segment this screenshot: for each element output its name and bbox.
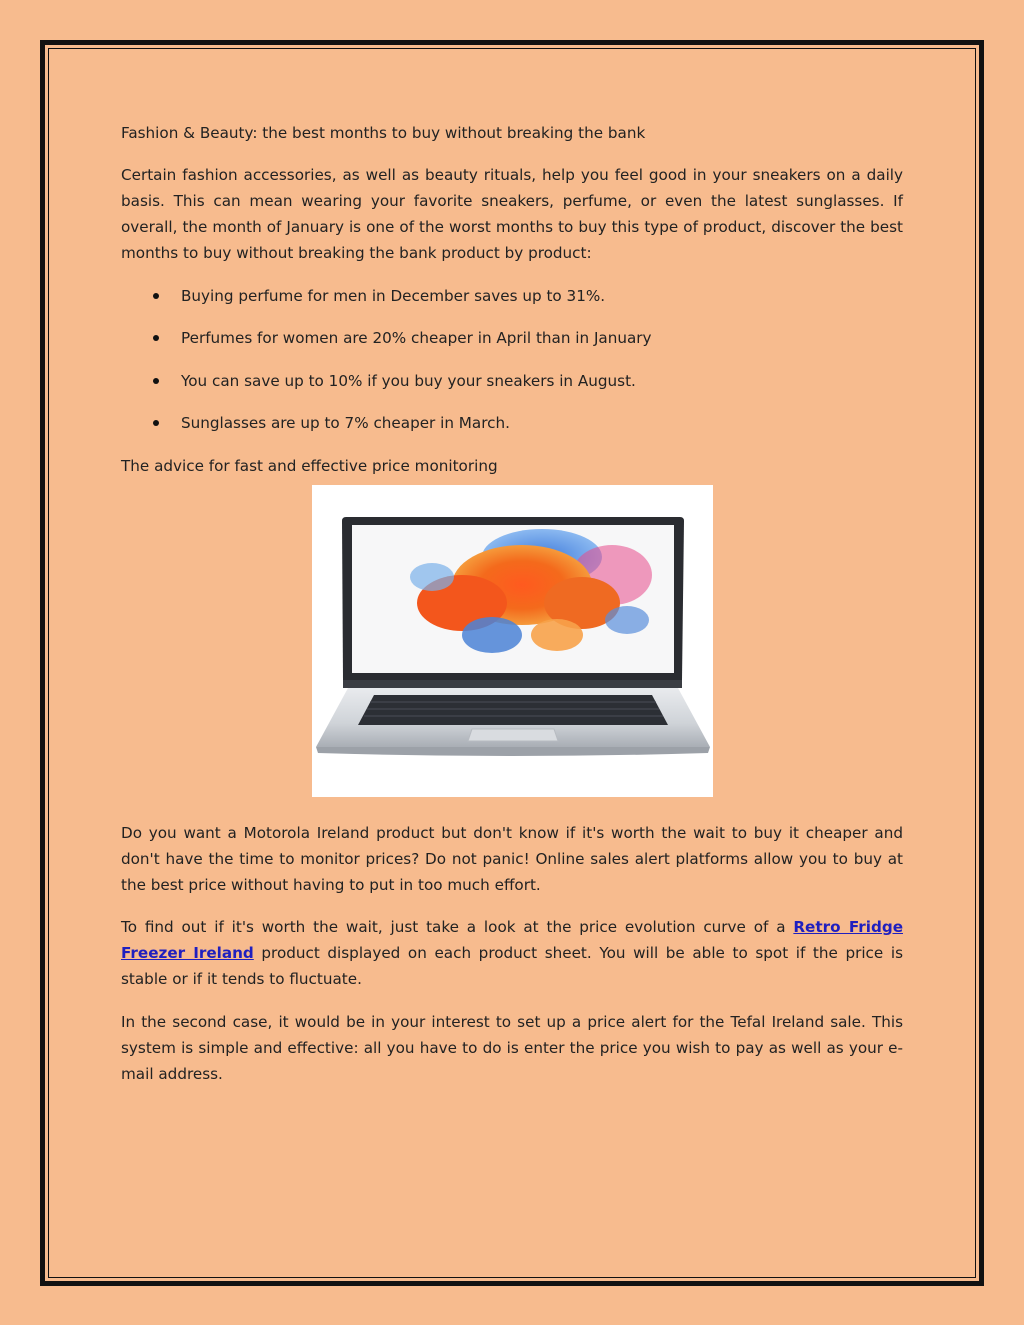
document-body [121, 120, 903, 1103]
list-item [121, 368, 903, 394]
list-item [121, 325, 903, 351]
list-item-text: Perfumes for women are 20% cheaper in April than in January [181, 329, 652, 347]
list-item [121, 283, 903, 309]
retro-fridge-freezer-link[interactable]: Retro Fridge Freezer Ireland [121, 918, 903, 962]
list-item-text: Buying perfume for men in December saves up to 31%. [181, 286, 606, 305]
paragraph-text: product displayed on each product sheet. You will be able to spot if the price is stable or if it tends to fluctuate. [121, 944, 903, 988]
list-item [121, 410, 903, 436]
laptop-image [312, 485, 713, 797]
paragraph-price-curve [121, 914, 903, 992]
paragraph-price-alert: In the second case, it would be in your interest to set up a price alert for the Tefal Ireland sale. This system is simple and effective: all you have to do is enter the price you wish to pay as well as your e-mail address. [121, 1012, 903, 1083]
list-item-text: You can save up to 10% if you buy your sneakers in August. [181, 371, 636, 390]
paragraph-text: To find out if it's worth the wait, just take a look at the price evolution curve of a [121, 918, 794, 936]
intro-paragraph: Certain fashion accessories, as well as beauty rituals, help you feel good in your sneakers on a daily basis. This can mean wearing your favorite sneakers, perfume, or even the latest sunglasses. If overall, the month of January is one of the worst months to buy this type of product, discover the best months to buy without breaking the bank product by product: [121, 166, 903, 262]
section-heading-price-monitoring: The advice for fast and effective price monitoring [121, 456, 498, 475]
list-item-text: Sunglasses are up to 7% cheaper in March. [181, 414, 510, 432]
paragraph-price-monitoring: Do you want a Motorola Ireland product but don't know if it's worth the wait to buy it cheaper and don't have the time to monitor prices? Do not panic! Online sales alert platforms allow you to buy at the best price without having to put in too much effort. [121, 823, 903, 894]
laptop-photo-icon [312, 485, 713, 797]
section-heading-fashion-beauty: Fashion & Beauty: the best months to buy without breaking the bank [121, 124, 646, 142]
bullet-icon [153, 293, 159, 299]
bullet-icon [153, 420, 159, 426]
bullet-icon [153, 335, 159, 341]
bullet-icon [153, 378, 159, 384]
bullet-list [121, 283, 903, 437]
